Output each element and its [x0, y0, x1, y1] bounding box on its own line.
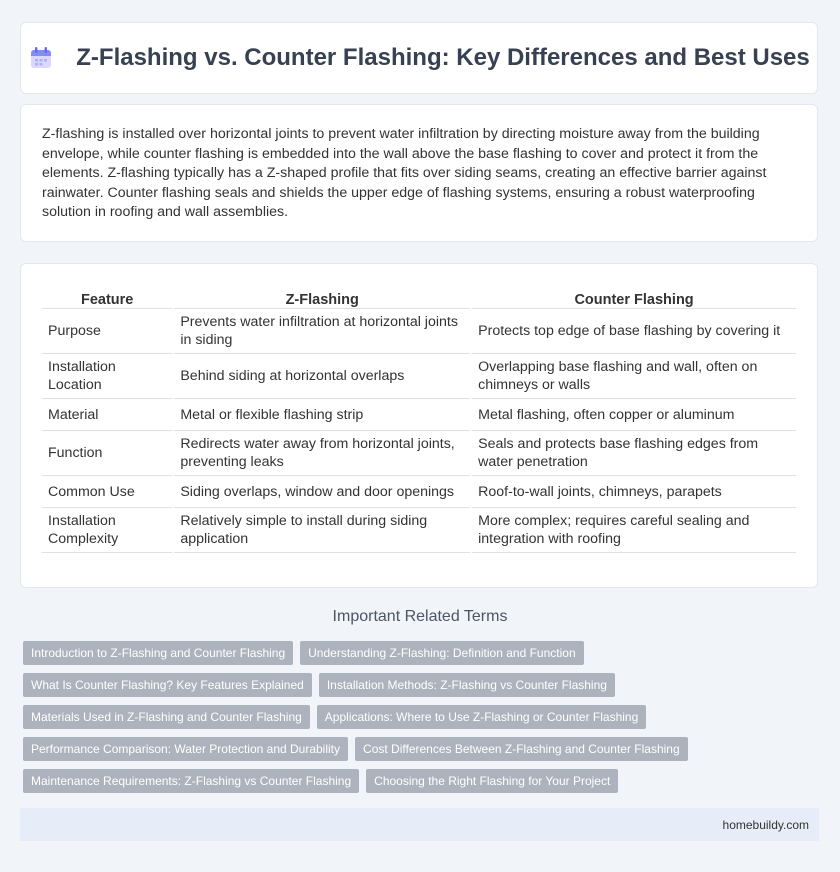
counter-flashing-cell: Roof-to-wall joints, chimneys, parapets [472, 476, 796, 508]
counter-flashing-cell: Protects top edge of base flashing by covering it [472, 309, 796, 354]
feature-cell: Common Use [42, 476, 172, 508]
term-row [23, 641, 803, 665]
term-link[interactable]: Cost Differences Between Z-Flashing and Counter Flashing [355, 737, 688, 761]
term-link[interactable]: Understanding Z-Flashing: Definition and Function [300, 641, 583, 665]
footer [20, 808, 819, 841]
header-z-flashing: Z-Flashing [174, 284, 470, 309]
term-link[interactable]: Introduction to Z-Flashing and Counter Flashing [23, 641, 293, 665]
comparison-table [40, 284, 798, 553]
page-title: Z-Flashing vs. Counter Flashing: Key Differences and Best Uses [76, 44, 810, 71]
counter-flashing-cell: Overlapping base flashing and wall, often on chimneys or walls [472, 354, 796, 399]
term-row [23, 673, 803, 697]
z-flashing-cell: Behind siding at horizontal overlaps [174, 354, 470, 399]
table-row [42, 354, 796, 399]
term-row [23, 705, 803, 729]
table-header-row [42, 284, 796, 309]
related-terms-heading: Important Related Terms [332, 608, 508, 625]
term-link[interactable]: What Is Counter Flashing? Key Features Explained [23, 673, 312, 697]
related-terms-list [23, 641, 803, 801]
footer-site-link[interactable]: homebuildy.com [722, 817, 809, 832]
feature-cell: Installation Complexity [42, 508, 172, 553]
term-link[interactable]: Installation Methods: Z-Flashing vs Counter Flashing [319, 673, 615, 697]
z-flashing-cell: Metal or flexible flashing strip [174, 399, 470, 431]
counter-flashing-cell: More complex; requires careful sealing and integration with roofing [472, 508, 796, 553]
table-row [42, 508, 796, 553]
z-flashing-cell: Relatively simple to install during siding application [174, 508, 470, 553]
z-flashing-cell: Siding overlaps, window and door openings [174, 476, 470, 508]
table-row [42, 309, 796, 354]
table-row [42, 431, 796, 476]
term-row [23, 737, 803, 761]
table-row [42, 399, 796, 431]
intro-card [20, 104, 818, 242]
header-feature: Feature [42, 284, 172, 309]
feature-cell: Material [42, 399, 172, 431]
term-link[interactable]: Maintenance Requirements: Z-Flashing vs Counter Flashing [23, 769, 359, 793]
feature-cell: Installation Location [42, 354, 172, 399]
title-card [20, 22, 818, 94]
feature-cell: Purpose [42, 309, 172, 354]
intro-paragraph: Z-flashing is installed over horizontal joints to prevent water infiltration by directing moisture away from the building envelope, while counter flashing is embedded into the wall above the base flashing to cover and protect it from the elements. Z-flashing typically has a Z-shaped profile that fits over siding seams, creating an effective barrier against rainwater. Counter flashing seals and shields the upper edge of flashing systems, ensuring a robust waterproofing solution in roofing and wall assemblies. [42, 126, 767, 221]
table-row [42, 476, 796, 508]
z-flashing-cell: Prevents water infiltration at horizontal joints in siding [174, 309, 470, 354]
counter-flashing-cell: Metal flashing, often copper or aluminum [472, 399, 796, 431]
term-row [23, 769, 803, 793]
term-link[interactable]: Materials Used in Z-Flashing and Counter Flashing [23, 705, 310, 729]
counter-flashing-cell: Seals and protects base flashing edges from water penetration [472, 431, 796, 476]
term-link[interactable]: Performance Comparison: Water Protection and Durability [23, 737, 348, 761]
calendar-icon [28, 45, 54, 71]
header-counter-flashing: Counter Flashing [472, 284, 796, 309]
comparison-card [20, 263, 818, 588]
term-link[interactable]: Applications: Where to Use Z-Flashing or Counter Flashing [317, 705, 646, 729]
z-flashing-cell: Redirects water away from horizontal joints, preventing leaks [174, 431, 470, 476]
term-link[interactable]: Choosing the Right Flashing for Your Project [366, 769, 618, 793]
feature-cell: Function [42, 431, 172, 476]
